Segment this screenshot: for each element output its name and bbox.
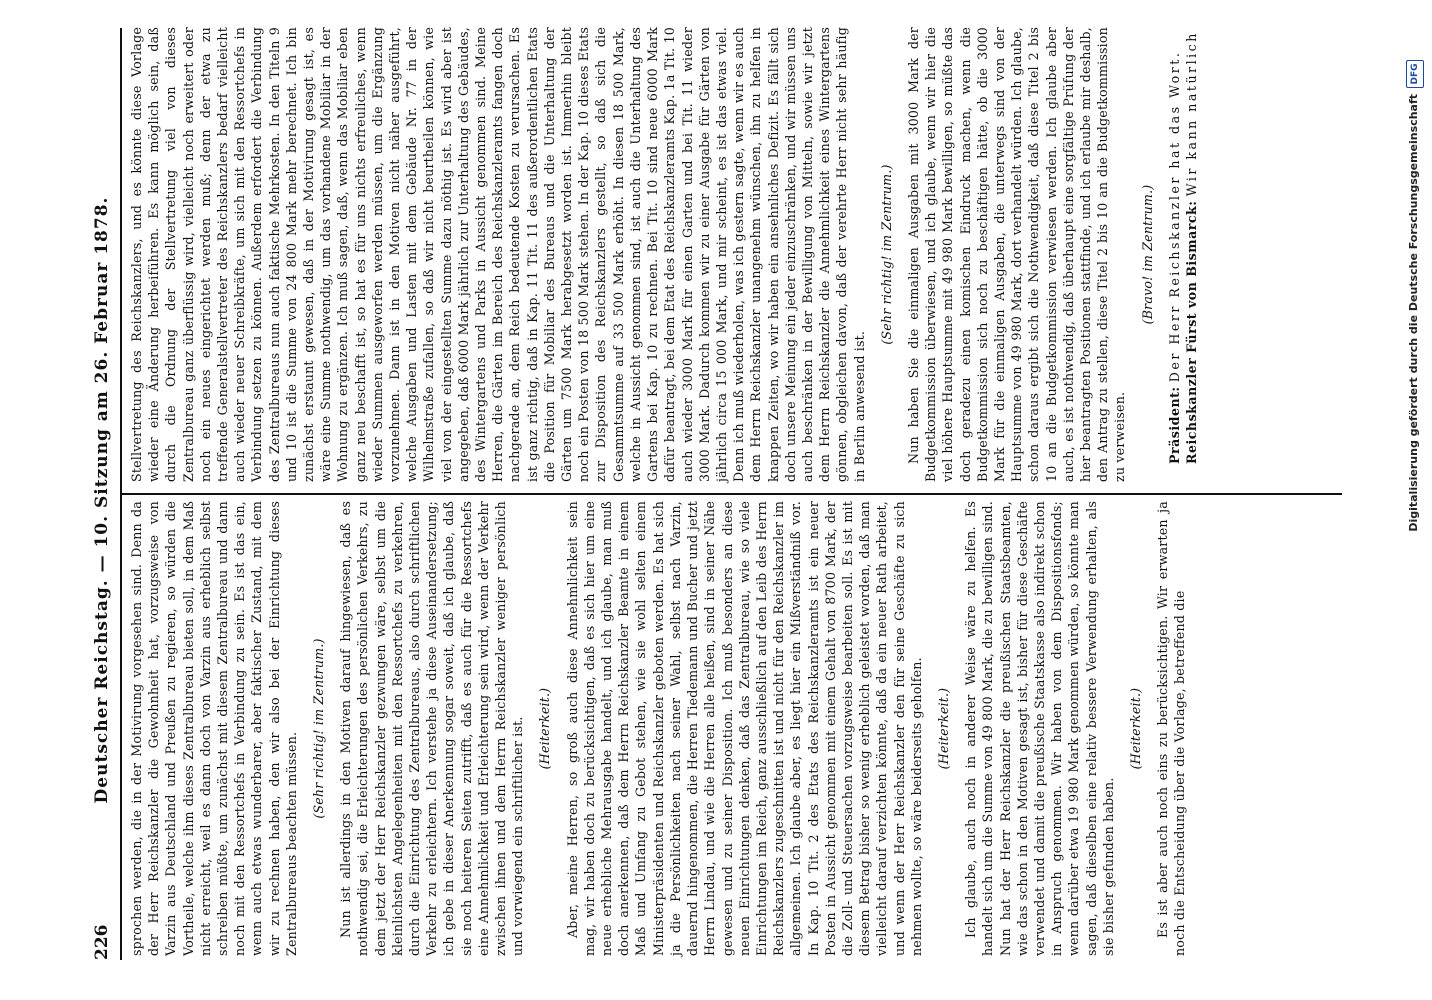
paragraph: Es ist aber auch noch eins zu berücksichtigen. Wir erwarten ja noch die Entscheidung über die Vorlage, betreffend die (1155, 501, 1188, 956)
footer-text: Digitalisierung gefördert durch die Deutsche Forschungsgemeinschaft (1407, 94, 1420, 532)
paragraph: Aber, meine Herren, so groß auch diese Annehmlichkeit sein mag, wir haben doch zu berücksichtigen, daß es sich hier um eine neue erhebliche Mehrausgabe handelt, und ich glaube, man muß doch anerkennen, daß dem Herrn Reichskanzler Beamte in einem Maß und Umfang zu Gebot stehen, wie sie wohl selten einem Ministerpräsidenten und Reichskanzler geboten werden. Es hat sich ja die Persönlichkeiten nach seiner Wahl, selbst nach Varzin, dauernd hingenommen, die Herren Tiedemann und Bucher und jetzt Herrn Lindau, und wie die Herren alle heißen, sind in seiner Nähe gewesen und zu seiner Disposition. Ich muß besonders an diese neuen Einrichtungen denken, daß das Zentralbureau, wie so viele Einrichtungen im Reich, ganz ausschließlich auf den Leib des Herrn Reichskanzlers zugeschnitten ist und nicht für den Reichskanzler im allgemeinen. Ich glaube aber, es liegt hier ein Mißverständniß vor. In Kap. 10 Tit. 2 des Etats des Reichskanzleramts ist ein neuer Posten in Aussicht genommen mit einem Gehalt von 8700 Mark, der die Zoll- und Steuersachen vorzugsweise bearbeiten soll. Es ist mit diesem Betrag bisher so wenig erheblich geleistet worden, daß man vielleicht darauf verzichten könnte, daß da ein neuer Rath arbeitet, und wenn der Herr Reichskanzler den für seine Geschäfte zu sich nehmen wollte, so wäre beiderseits geholfen. (564, 501, 924, 956)
paragraph: Nun ist allerdings in den Motiven darauf hingewiesen, daß es nothwendig sei, die Erleichterungen des persönlichen Verkehrs, zu dem jetzt der Herr Reichskanzler gezwungen wäre, selbst um die kleinlichsten Angelegenheiten mit den Ressortchefs zu verkehren, durch die Einrichtung des Zentralbureaus, also durch schriftlichen Verkehr zu erleichtern. Ich verstehe ja diese Auseinandersetzung; ich gebe in dieser Anerkennung sogar soweit, daß ich glaube, daß sie noch heiteren Seiten zutrifft, daß es auch für die Ressortchefs eine Annehmlichkeit und Erleichterung sein wird, wenn der Verkehr zwischen ihnen und dem Herrn Reichskanzler weniger persönlich und vorwiegend ein schriftlicher ist. (338, 501, 526, 956)
running-header (92, 40, 118, 960)
column-divider (122, 493, 1342, 495)
interjection: (Heiterkeit.) (1127, 687, 1143, 770)
interjection: (Bravo! im Zentrum.) (1139, 184, 1155, 325)
speech-text: Wir kann natürlich (1183, 31, 1199, 197)
speaker-name: Reichskanzler Fürst von Bismarck: (1183, 200, 1199, 464)
paragraph: Nun haben Sie die einmaligen Ausgaben mit 3000 Mark der Budgetkommission überwiesen, und ich glaube, wenn wir hier die viel höhere Hauptsumme mit 49 980 Mark bewilligen, so müßte das doch geradezu einen komischen Eindruck machen, wenn die Budgetkommission sich noch zu beschäftigen hätte, ob die 3000 Mark für die einmaligen Ausgaben, die unterwegs sind von der Hauptsumme von 49 980 Mark, dort verhandelt würden. Ich glaube, schon daraus ergibt sich die Nothwendigkeit, daß diese Titel 2 bis 10 an die Budgetkommission verwiesen werden. Ich glaube aber auch, es ist nothwendig, daß überhaupt eine sorgfältige Prüfung der hier beantragten Positionen stattfinde, und ich erlaube mir deshalb, den Antrag zu stellen, diese Titel 2 bis 10 an die Budgetkommission zu verweisen. (905, 27, 1128, 482)
running-title: Deutscher Reichstag. — 10. Sitzung am 26. Februar 1878. (92, 196, 112, 804)
speech-text: Der Herr Reichskanzler hat das Wort. (1166, 50, 1182, 383)
speaker-paragraph (1166, 27, 1183, 482)
dfg-logo-icon: DFG (1406, 60, 1424, 88)
page-number: 226 (92, 924, 112, 960)
paragraph: Ich glaube, auch noch in anderer Weise wäre zu helfen. Es handelt sich um die Summe von 49 800 Mark, die zu bewilligen sind. Nun hat der Herr Reichskanzler die preußischen Staatsbeamten, wie das schon in den Motiven gesagt ist, bisher für diese Geschäfte verwendet und damit die preußische Staatskasse also indirekt schon in Anspruch genommen. Wir haben von dem Dispositionsfonds; wenn darüber etwa 19 980 Mark genommen würden, so könnte man sagen, daß dieselben eine relativ bessere Verwendung erhalten, als sie bisher gefunden haben. (963, 501, 1116, 956)
left-column (128, 501, 1189, 956)
interjection: (Sehr richtig! im Zentrum.) (311, 638, 327, 819)
interjection: (Heiterkeit.) (537, 687, 553, 770)
speaker-paragraph (1183, 27, 1200, 482)
digitization-footer (1406, 60, 1426, 930)
paragraph: Stellvertretung des Reichskanzlers, und es könnte diese Vorlage wieder eine Änderung herbeiführen. Es kann möglich sein, daß durch die Ordnung der Stellvertretung viel von dieses Zentralbureau ganz überflüssig wird, vielleicht noch erweitert oder noch ein neues eingerichtet werden muß; denn der etwa zu treffende Generalstellvertreter des Reichskanzlers bedarf vielleicht auch wieder neuer Schreibkräfte, um sich mit den Ressortchefs in Verbindung setzen zu können. Außerdem erfordert die Verbindung des Zentralbureaus nun auch faktische Mehrkosten. In den Titeln 9 und 10 ist die Summe von 24 800 Mark mehr berechnet. Ich bin zunächst erstaunt gewesen, daß in der Motivirung gesagt ist, es wäre eine Summe nothwendig, um das vorhandene Mobiliar in der Wohnung zu ergänzen. Ich muß sagen, daß, wenn das Mobiliar eben ganz neu beschafft ist, so hat es für uns nichts erfreuliches, wenn wieder Summen ausgeworfen werden müssen, um die Ergänzung vorzunehmen. Dann ist in den Motiven nicht näher ausgeführt, welche Ausgaben und Lasten mit dem Gebäude Nr. 77 in der Wilhelmstraße zufallen, so daß wir nicht beurtheilen können, wie viel von der eingestellten Summe dazu nöthig ist. Es wird aber ist angegeben, daß 6000 Mark jährlich zur Unterhaltung des Gebäudes, des Wintergartens und Parks in Aussicht genommen sind. Meine Herren, die Gärten im Bereich des Reichskanzleramts fangen doch nachgerade an, dem Reich bedeutende Kosten zu verursachen. Es ist ganz richtig, daß in Kap. 11 Tit. 11 des außerordentlichen Etats die Position für Mobiliar des Bureaus und die Unterhaltung der Gärten um 7500 Mark herabgesetzt worden ist. Immerhin bleibt noch ein Posten von 18 500 Mark stehen. In der Kap. 10 dieses Etats zur Disposition des Reichskanzlers gestellt, so daß sich die Gesammtsumme auf 33 500 Mark erhöht. In diesen 18 500 Mark, welche in Aussicht genommen sind, ist auch die Unterhaltung des Gartens bei Kap. 10 zu rechnen. Bei Tit. 10 sind neue 6000 Mark dafür beantragt, bei dem Etat des Reichskanzleramts Kap. 1a Tit. 10 auch wieder 3000 Mark für einen Garten und bei Tit. 11 wieder 3000 Mark. Dadurch kommen wir zu einer Ausgabe für Gärten von jährlich circa 15 000 Mark, und mir scheint, es ist das etwas viel. Denn ich muß wiederholen, was ich gestern sagte, wenn wir es auch dem Herrn Reichskanzler unangenehm wünschen, ihn zu helfen in knappen Zeiten, wo wir haben ein ansehnliches Defizit. Es fällt sich doch unsere Meinung ein jeder einzuschränken, und wir müssen uns auch beschränken in der Bewilligung von Mitteln, sowie wir jetzt dem Herrn Reichskanzler die Annehmlichkeit eines Wintergartens gönnen, obgleichen davon, daß der verehrte Herr nicht sehr häufig in Berlin anwesend ist. (129, 27, 867, 482)
speaker-name: Präsident: (1166, 386, 1182, 464)
right-column (128, 27, 1200, 482)
interjection: (Sehr richtig! im Zentrum.) (878, 164, 894, 345)
interjection: (Heiterkeit.) (935, 687, 951, 770)
paragraph: sprochen werden, die in der Motivirung vorgesehen sind. Denn da der Herr Reichskanzler die Gewohnheit hat, vorzugsweise von Varzin aus Deutschland und Preußen zu regieren, so würden die Vortheile, welche ihm dieses Zentralbureau bieten soll, in dem Maß nicht erreicht, weil es dann doch von Varzin aus erheblich selbst schreiben müßte, um zunächst mit diesem Zentralbureau und dann noch mit den Ressortchefs in Verbindung zu sein. Es ist das ein, wenn auch etwas wunderbarer, aber faktischer Zustand, mit dem wir zu rechnen haben, den wir also bei der Einrichtung dieses Zentralbureaus beachten müssen. (129, 501, 299, 956)
